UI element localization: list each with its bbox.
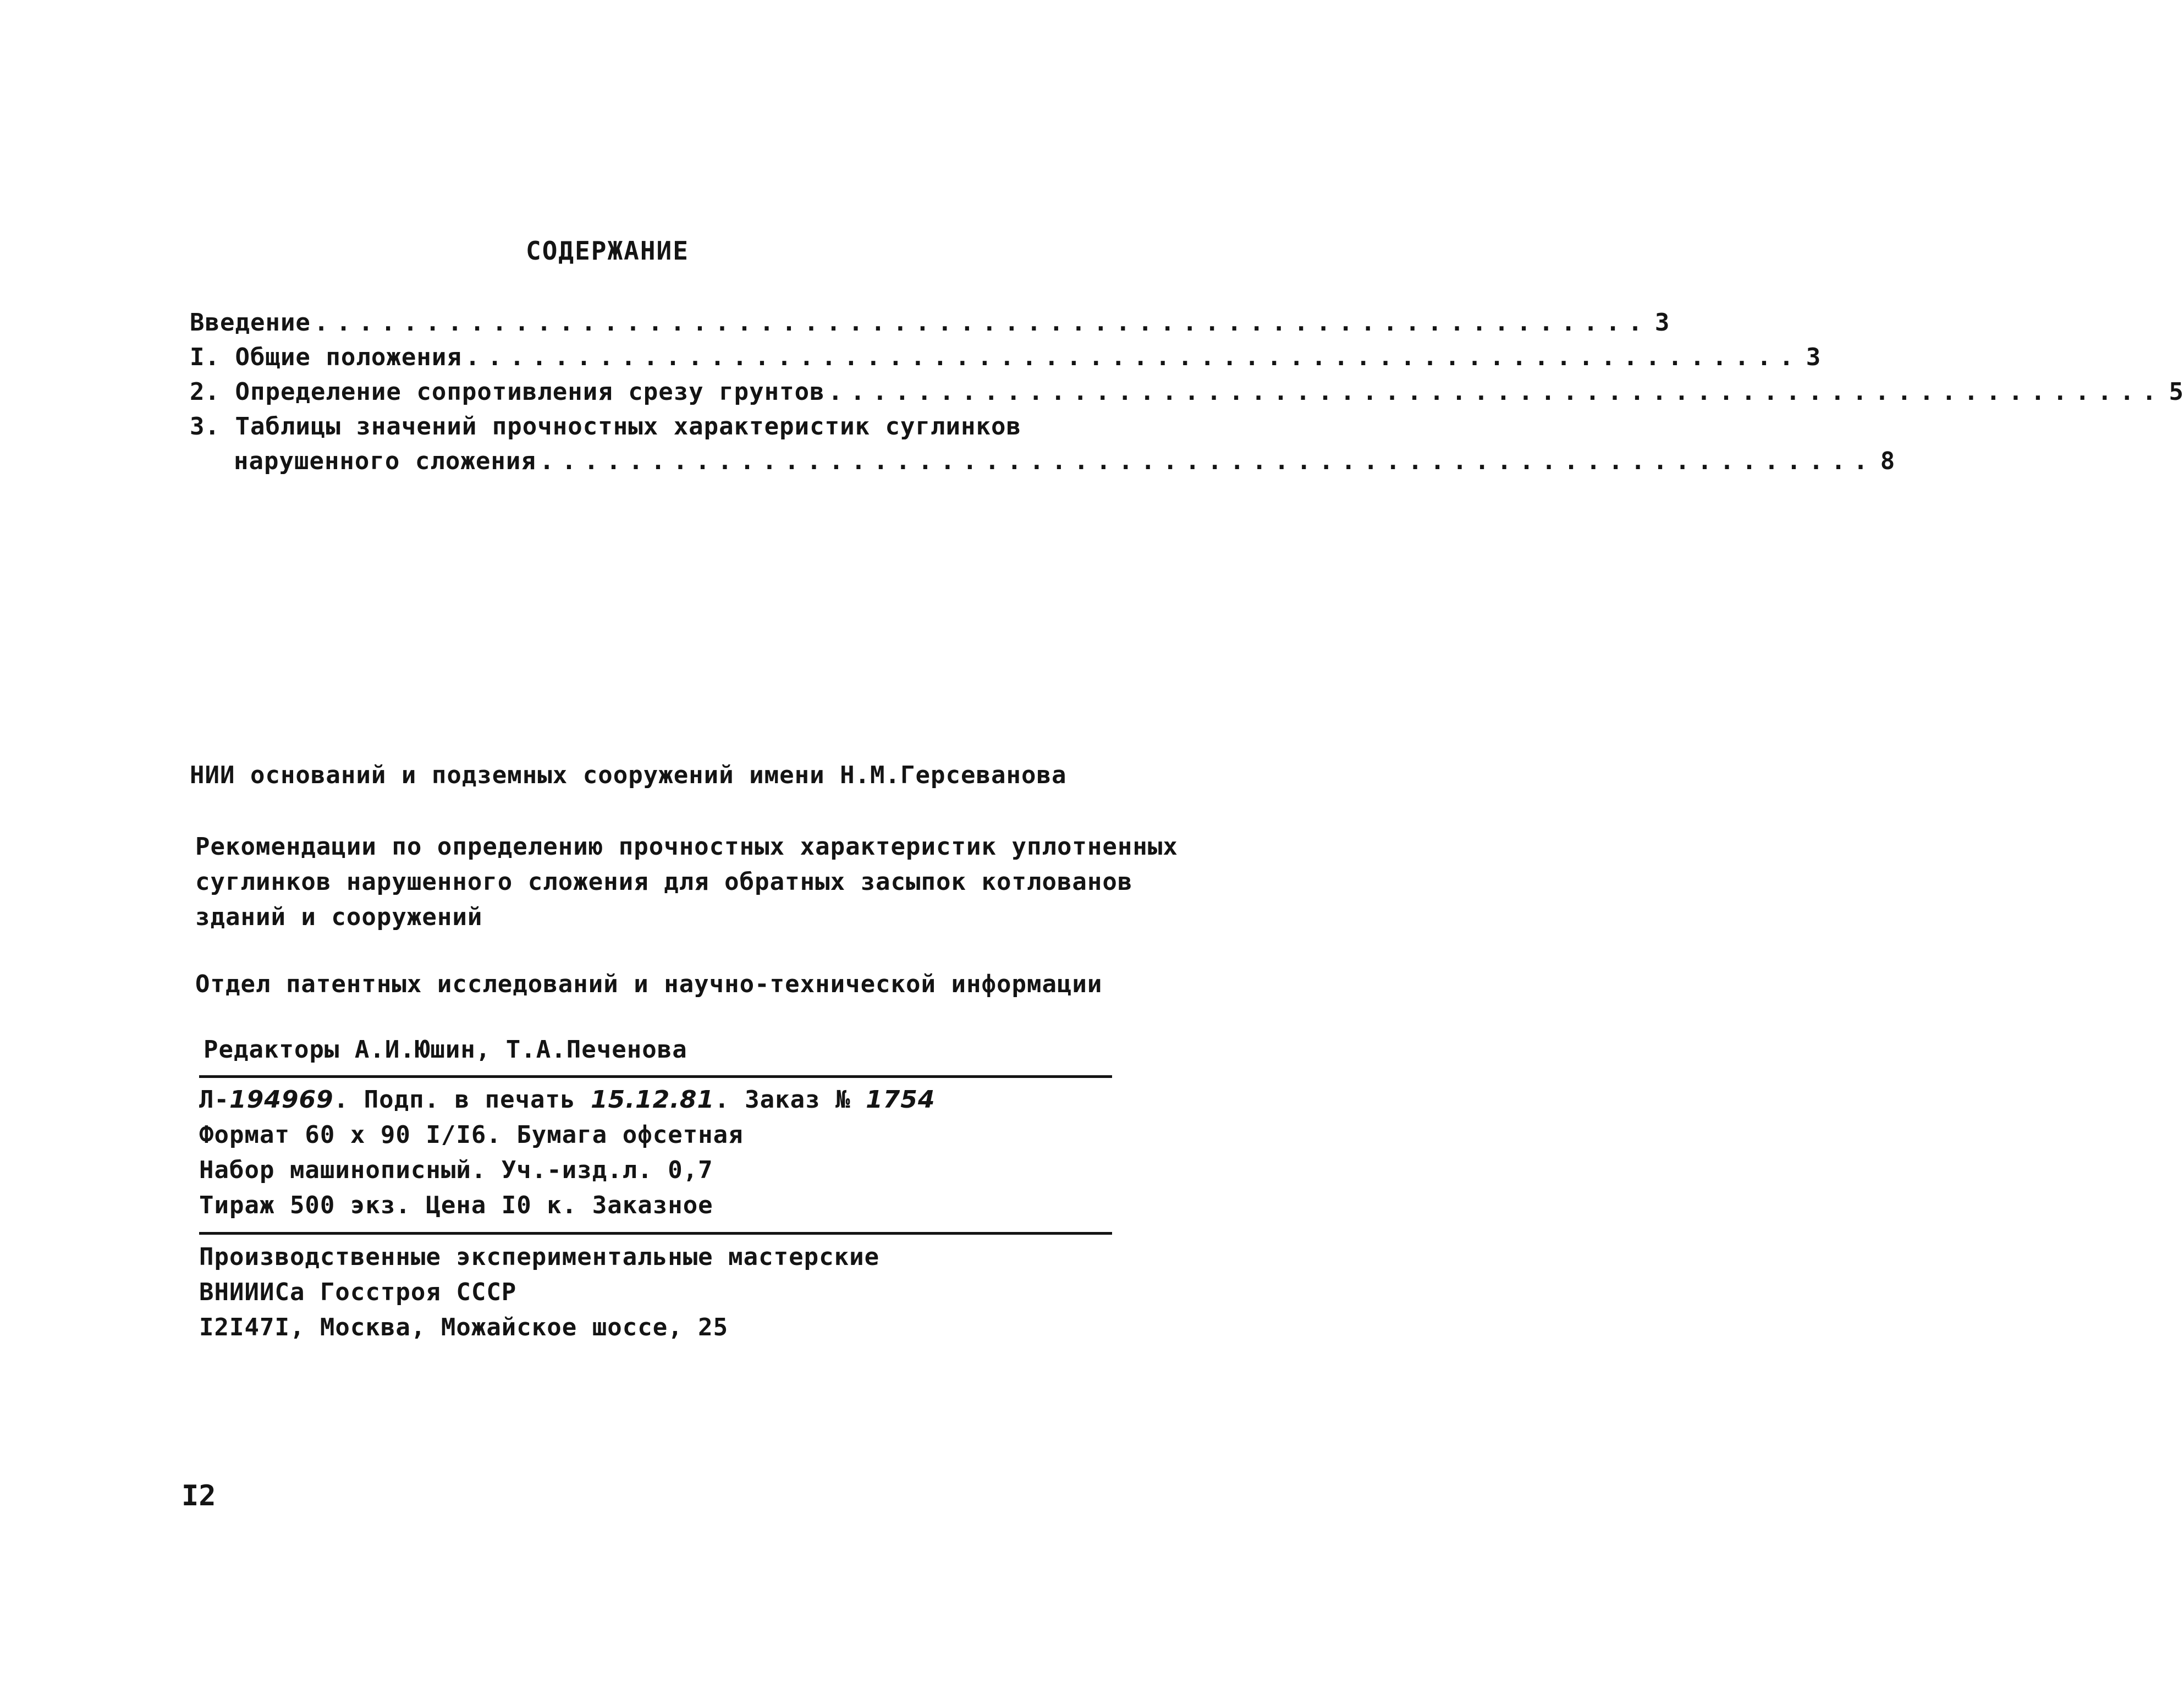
- publisher-line: Производственные экспериментальные мастерские: [199, 1243, 880, 1271]
- toc-entry: [234, 444, 1896, 479]
- toc-leader-dots: ............................................................: [313, 309, 1651, 337]
- divider-rule: [199, 1232, 1112, 1235]
- department-name: Отдел патентных исследований и научно-технической информации: [195, 970, 1103, 998]
- toc-leader-dots: ............................................................: [828, 378, 2165, 406]
- toc-entry: [190, 305, 1670, 340]
- institute-name: НИИ оснований и подземных сооружений имени Н.М.Герсеванова: [190, 761, 1067, 789]
- toc-entry-label: I. Общие положения: [190, 343, 462, 371]
- toc-entry-label: 2. Определение сопротивления срезу грунтов: [190, 378, 825, 406]
- order-label: . Заказ №: [714, 1086, 851, 1114]
- toc-entry-page: 8: [1880, 447, 1896, 475]
- editors-line: Редакторы А.И.Юшин, Т.А.Печенова: [203, 1036, 687, 1064]
- license-prefix: Л-: [199, 1086, 229, 1114]
- toc-entry: [190, 375, 2184, 410]
- toc-entry-page: 5: [2169, 378, 2184, 406]
- page-number: I2: [181, 1479, 216, 1512]
- toc-leader-dots: ............................................................: [465, 343, 1802, 371]
- toc-entry: [190, 340, 1822, 375]
- format-line: Формат 60 х 90 I/I6. Бумага офсетная: [199, 1121, 744, 1149]
- toc-entry-label: 3. Таблицы значений прочностных характеристик суглинков: [190, 412, 1021, 441]
- publisher-line: I2I47I, Москва, Можайское шоссе, 25: [199, 1313, 729, 1341]
- book-title-line: суглинков нарушенного сложения для обратных засыпок котлованов: [195, 868, 1133, 896]
- book-title-line: зданий и сооружений: [195, 903, 483, 931]
- toc-entry-page: 3: [1654, 309, 1670, 337]
- toc-leader-dots: ............................................................: [539, 447, 1876, 475]
- divider-rule: [199, 1075, 1112, 1078]
- toc-entry-label: нарушенного сложения: [234, 447, 536, 475]
- print-info-line: [199, 1082, 936, 1118]
- order-number: 1754: [866, 1086, 936, 1114]
- typesetting-line: Набор машинописный. Уч.-изд.л. 0,7: [199, 1156, 713, 1184]
- publisher-line: ВНИИИСа Госстроя СССР: [199, 1278, 517, 1306]
- toc-entry-page: 3: [1806, 343, 1822, 371]
- book-title-line: Рекомендации по определению прочностных характеристик уплотненных: [195, 833, 1178, 861]
- toc-title: СОДЕРЖАНИЕ: [526, 236, 689, 266]
- license-number: 194969: [229, 1086, 334, 1114]
- toc-entry: [190, 409, 1064, 444]
- circulation-line: Тираж 500 экз. Цена I0 к. Заказное: [199, 1191, 713, 1219]
- signed-label: . Подп. в печать: [333, 1086, 576, 1114]
- toc-entry-label: Введение: [190, 309, 311, 337]
- signed-date: 15.12.81: [591, 1086, 715, 1114]
